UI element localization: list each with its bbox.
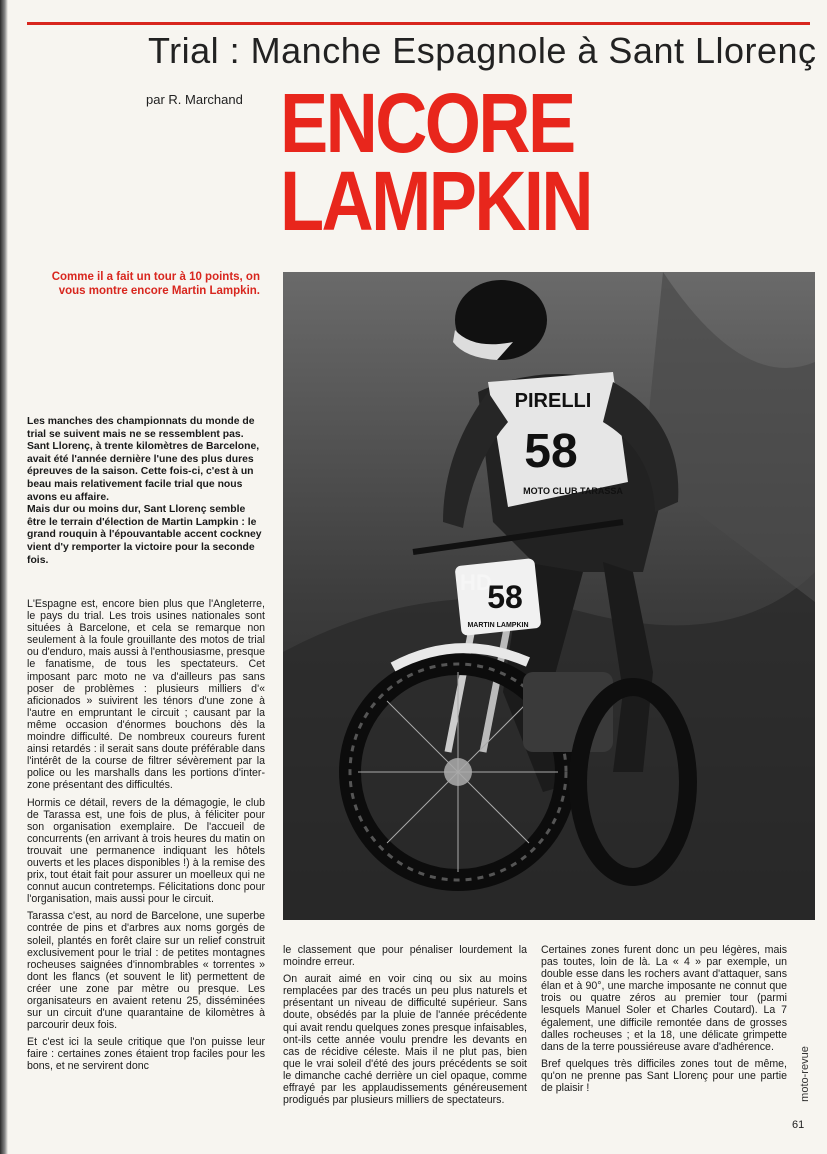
photo-caption: Comme il a fait un tour à 10 points, on vous montre encore Martin Lampkin. <box>51 271 260 297</box>
magazine-name <box>795 1020 813 1130</box>
magazine-name-text: moto-revue <box>799 1046 811 1102</box>
article-column-2 <box>283 944 527 1111</box>
intro-paragraph-2: Mais dur ou moins dur, Sant Llorenç semble être le terrain d'élection de Martin Lampkin : le grand rouquin à l'épouvantable accent cockney vient d'y remporter la victoire pour la seconde fois. <box>27 504 262 566</box>
byline: par R. Marchand <box>146 92 243 107</box>
column1-paragraph-3: Tarassa c'est, au nord de Barcelone, une superbe contrée de pins et d'arbres aux noms gorgés de soleil, plantés en forêt claire sur un relief construit exclusivement pour le trial : de petites montagnes rocheuses saignées d'innombrables « torrentes » dont les flancs (et souvent le lit) permettent de créer une zone par mètre ou presque. Les organisateurs en avaient retenu 25, disséminées sur un circuit d'une quarantaine de kilomètres à parcourir deux fois. <box>27 910 265 1032</box>
rider-photo <box>283 272 815 920</box>
plate-number: 58 <box>487 579 523 615</box>
article-intro <box>27 416 265 567</box>
plate-name: MARTIN LAMPKIN <box>467 622 529 629</box>
column1-paragraph-4: Et c'est ici la seule critique que l'on puisse leur faire : certaines zones étaient trop faciles pour les bons, et ne servirent donc <box>27 1036 265 1073</box>
headline-line-1: ENCORE <box>280 76 574 170</box>
headline <box>280 76 607 248</box>
article-column-3 <box>541 944 787 1099</box>
column3-paragraph-2: Bref quelques très difficiles zones tout de même, qu'on ne prenne pas Sant Llorenç pour une partie de plaisir ! <box>541 1057 787 1095</box>
headline-line-2: LAMPKIN <box>280 154 592 248</box>
article-section-title: Trial : Manche Espagnole à Sant Llorenç <box>148 30 817 71</box>
header-rule <box>27 22 810 25</box>
column2-paragraph-1: le classement que pour pénaliser lourdement la moindre erreur. <box>283 944 527 969</box>
page-spine-shadow <box>0 0 8 1154</box>
bib-number: 58 <box>524 425 578 478</box>
column1-paragraph-1: L'Espagne est, encore bien plus que l'Angleterre, le pays du trial. Les trois usines nationales sont situées à Barcelone, et cela se remarque non seulement à la foule grouillante des motos de trial ou d'enduro, mais aussi à l'enthousiasme, presque le fanatisme, de tous les spectateurs. Cet imposant parc moto ne va d'ailleurs pas sans poser de problèmes : plusieurs milliers d'« aficionados » suivirent les ténors d'une zone à l'autre en empruntant le circuit ; causant par la même occasion d'énormes bouchons dès la moindre difficulté. De nombreux coureurs furent ainsi retardés : il serait sans doute préférable dans l'intérêt de la course de filtrer sévèrement par la police ou les marshalls dans les portions d'inter-zone présentant des difficultés. <box>27 598 265 792</box>
page-number: 61 <box>792 1119 805 1131</box>
column2-paragraph-2: On aurait aimé en voir cinq ou six au moins remplacées par des tracés un peu plus naturels et présentant un niveau de difficulté supérieur. Sans doute, obsédés par la pluie de l'année précédente qui avait rendu quelques zones presque infaisables, ont-ils cette année voulu prendre les devants en cas de récidive céleste. Mais il ne plut pas, bien que le vrai soleil d'été des jours précédents se soit le dimanche caché derrière un ciel opaque, comme effrayé par les applaudissements généreusement prodigués par plusieurs milliers de spectateurs. <box>283 973 527 1107</box>
photo-watermark: HD <box>460 570 492 595</box>
article-column-1 <box>27 598 265 1078</box>
column1-paragraph-2: Hormis ce détail, revers de la démagogie, le club de Tarassa est, une fois de plus, à féliciter pour son organisation exemplaire. De l'accueil de concurrents (en arrivant à trois heures du matin on trouvait une permanence indiquant les hôtels ouverts et les places disponibles !) à la remise des prix, tout était fait pour assurer un moelleux qui ne connut aucun contretemps. Félicitations donc pour l'organisation, mais aussi pour le circuit. <box>27 796 265 906</box>
bib-sponsor: PIRELLI <box>514 390 592 412</box>
column3-paragraph-1: Certaines zones furent donc un peu légères, mais pas toutes, loin de là. La « 4 » par exemple, un double esse dans les rochers avant d'attaquer, sans élan et à 90°, une marche imposante ne connut que trois ou quatre zéros au premier tour (parmi lesquels Manuel Soler et Charles Coutard). La 7 également, une difficile remontée dans de grosses dalles rocheuses ; et la 18, une délicate grimpette dans de la terre poussiéreuse avare d'adhérence. <box>541 944 787 1053</box>
bib-club: MOTO CLUB TARASSA <box>523 486 623 496</box>
rider-photo-illustration <box>283 272 815 920</box>
intro-paragraph-1: Les manches des championnats du monde de trial se suivent mais ne se ressemblent pas. Sant Llorenç, à trente kilomètres de Barcelone, avait été l'année dernière l'une des plus dures épreuves de la saison. Cette fois-ci, c'est à un beau mais relativement facile trial que nous avons eu affaire. <box>27 416 260 503</box>
